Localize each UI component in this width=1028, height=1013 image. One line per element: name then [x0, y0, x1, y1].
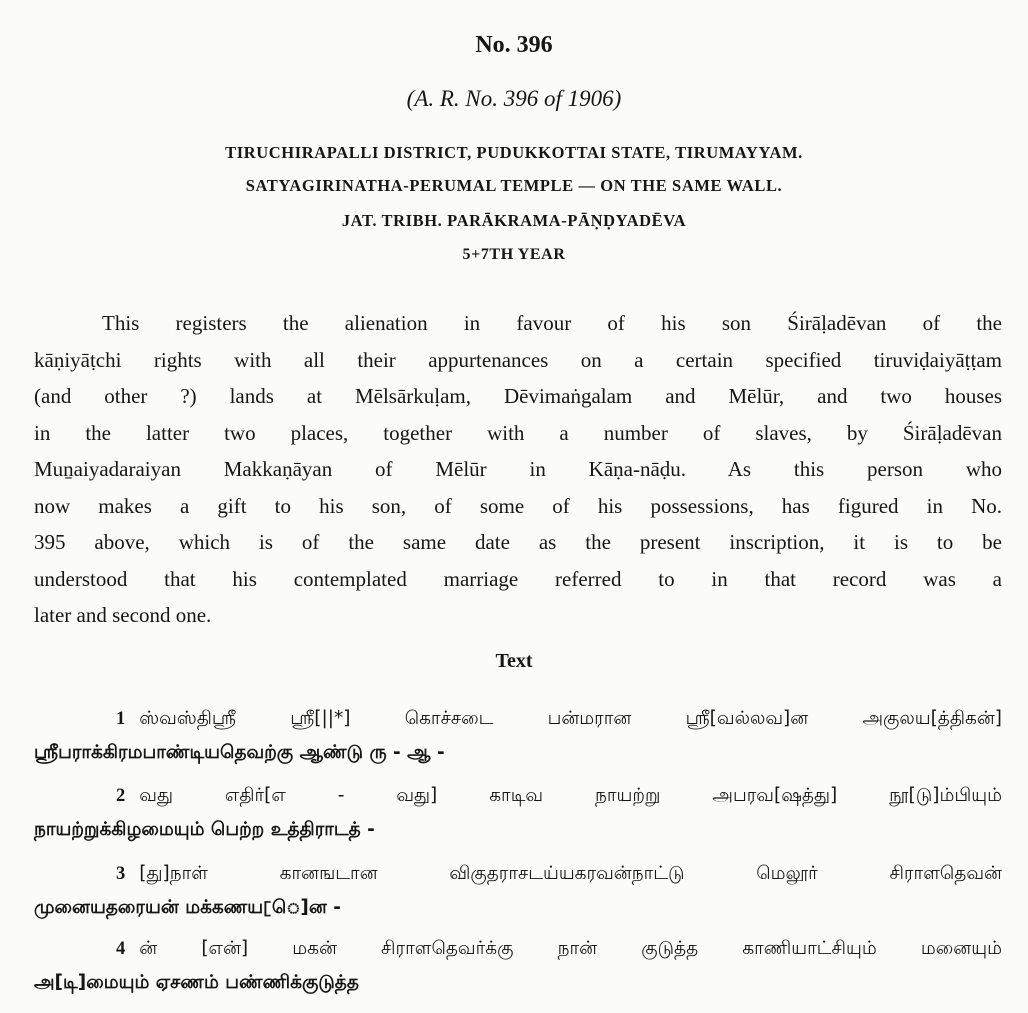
text-section-heading: Text — [495, 650, 533, 672]
summary-line: understood that his contemplated marriage referred to in that record was a — [34, 566, 1002, 591]
location-heading: TIRUCHIRAPALLI DISTRICT, PUDUKKOTTAI STATE, TIRUMAYYAM. — [225, 143, 803, 162]
tamil-text: [து]நாள் கானஙடான விகுதராசடய்யகரவன்நாட்டு மெலூர் சிராளதெவன் — [139, 863, 1002, 884]
temple-heading: SATYAGIRINATHA-PERUMAL TEMPLE — ON THE SAME WALL. — [245, 176, 783, 195]
summary-line: now makes a gift to his son, of some of his possessions, has figured in No. — [34, 493, 1002, 518]
regnal-year: 5+7TH YEAR — [462, 246, 566, 263]
inscription-text-line-3 — [34, 857, 1002, 925]
tamil-text: நாயற்றுக்கிழமையும் பெற்ற உத்திராடத் - — [34, 819, 375, 840]
line-number: 1 — [116, 709, 126, 729]
tamil-text: அ[டி]மையும் ஏசணம் பண்ணிக்குடுத்த — [34, 972, 359, 993]
tamil-text: ஸ்வஸ்திஸ்ரீ ஸ்ரீ[||*] கொச்சடை பன்மரான ஸ்ரீ[வல்லவ]ன அகுலய[த்திகன்] — [139, 708, 1002, 729]
summary-line: kāṇiyāṭchi rights with all their appurtenances on a certain specified tiruviḍaiyāṭṭam — [34, 347, 1002, 372]
tamil-text: முனையதரையன் மக்கணய[ெ]ன - — [34, 897, 341, 918]
inscription-text-line-1 — [34, 702, 1002, 770]
tamil-text: ஸ்ரீபராக்கிரமபாண்டியதெவற்கு ஆண்டு ரு - ஆ - — [34, 742, 445, 763]
inscription-number: No. 396 — [475, 32, 553, 58]
tamil-text: ன் [என்] மகன் சிராளதெவர்க்கு நான் குடுத்த காணியாட்சியும் மனையும் — [139, 938, 1002, 959]
summary-line: This registers the alienation in favour of his son Śirāḷadēvan of the — [102, 311, 1002, 335]
line-number: 3 — [116, 864, 126, 884]
line-number: 2 — [116, 786, 126, 806]
annual-report-number: (A. R. No. 396 of 1906) — [406, 86, 622, 111]
inscription-text-line-4 — [34, 932, 1002, 1000]
ruler-heading: JAT. TRIBH. PARĀKRAMA-PĀṆḌYADĒVA — [341, 211, 687, 230]
summary-line: Muṉaiyadaraiyan Makkaṇāyan of Mēlūr in Kāṇa-nāḍu. As this person who — [34, 457, 1002, 481]
summary-line: (and other ?) lands at Mēlsārkuḷam, Dēvimaṅgalam and Mēlūr, and two houses — [34, 384, 1002, 408]
summary-line: 395 above, which is of the same date as the present inscription, it is to be — [34, 530, 1002, 554]
summary-line: in the latter two places, together with a number of slaves, by Śirāḷadēvan — [34, 420, 1002, 445]
line-number: 4 — [116, 939, 126, 959]
summary-line: later and second one. — [34, 603, 212, 627]
summary-paragraph — [34, 305, 1002, 634]
tamil-text: வது எதிர்[எ - வது] காடிவ நாயற்று அபரவ[ஷத்து] நூ[டு]ம்பியும் — [139, 785, 1002, 806]
inscription-text-line-2 — [34, 779, 1002, 847]
